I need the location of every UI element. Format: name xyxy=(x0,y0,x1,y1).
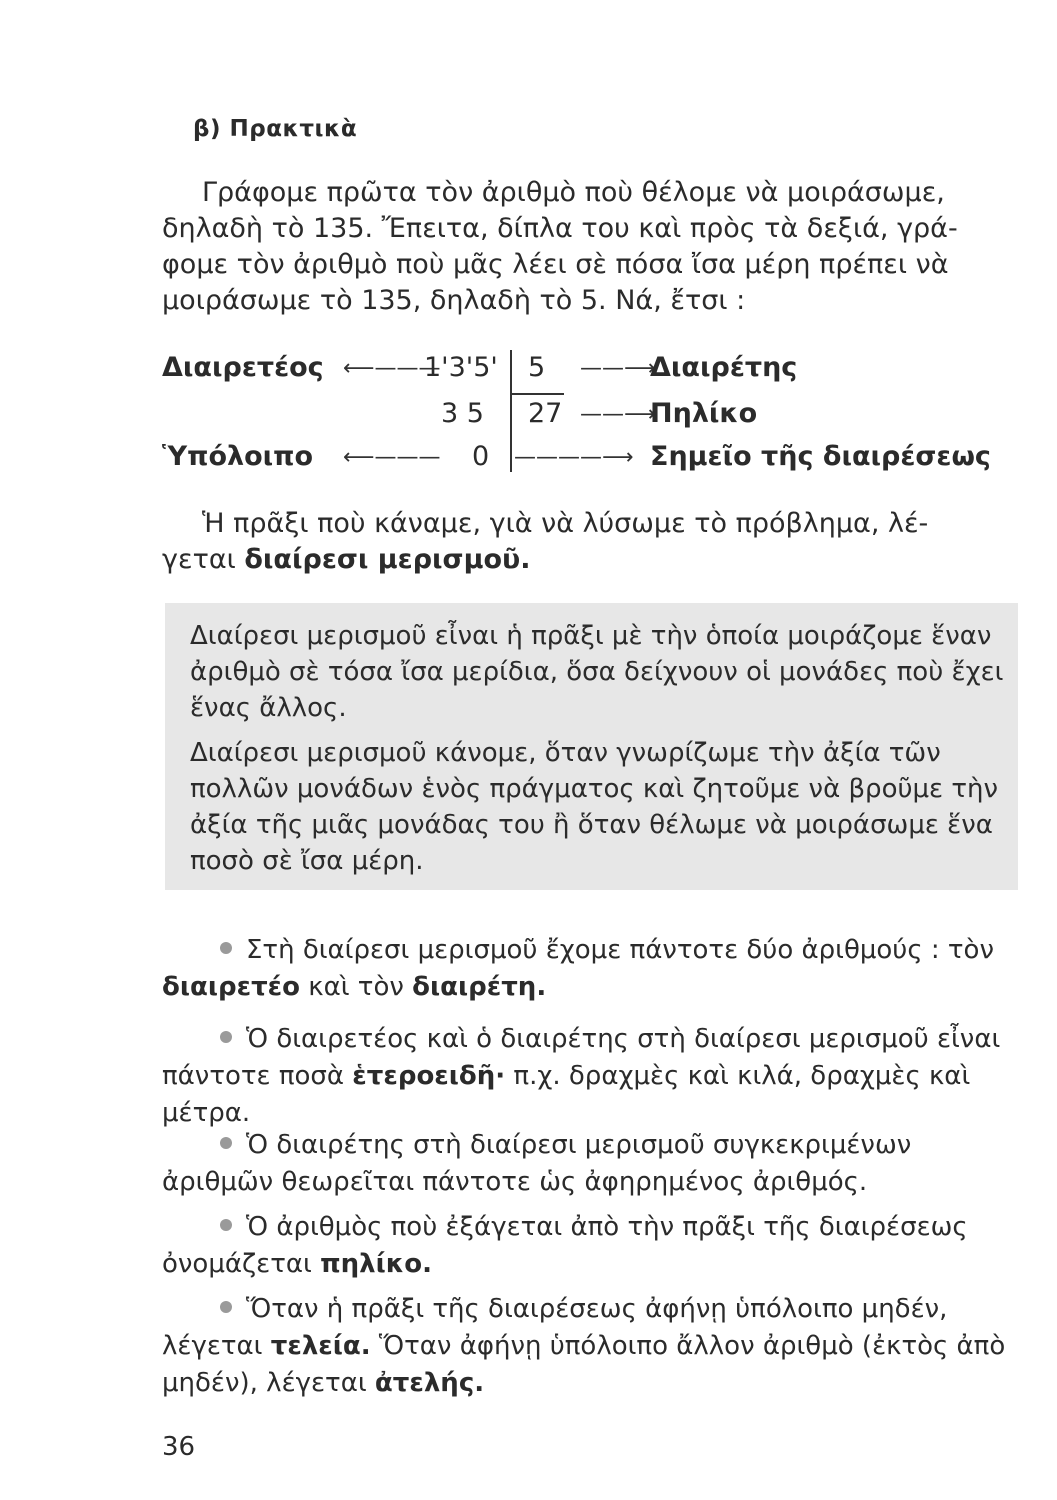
bullet-bold: διαιρετέο xyxy=(162,972,300,1002)
division-horizontal-line xyxy=(512,393,564,395)
bullet-text: Ὁ διαιρετέος καὶ ὁ διαιρέτης στὴ διαίρεσι μερισμοῦ εἶναι πάντοτε ποσὰ xyxy=(162,1024,1001,1091)
bullet-dot-icon xyxy=(220,942,232,954)
intro-line: Γράφομε πρῶτα τὸν ἀριθμὸ ποὺ θέλομε νὰ μοιράσωμε, xyxy=(202,177,945,208)
bullet-bold: ἀτελής. xyxy=(374,1368,485,1398)
bullet-bold: πηλίκο. xyxy=(320,1249,432,1279)
bullet-item xyxy=(162,1127,1022,1201)
bullet-text: Ὅταν ἡ πρᾶξι τῆς διαιρέσεως ἀφήνῃ ὑπόλοιπο μηδέν, λέγεται xyxy=(162,1294,948,1361)
definition-intro xyxy=(162,506,1022,578)
bullet-dot-icon xyxy=(220,1031,232,1043)
bullet-text: Ὅταν ἀφήνῃ ὑπόλοιπο ἄλλον ἀριθμὸ (ἐκτὸς ἀπὸ μηδέν), λέγεται xyxy=(162,1331,1006,1398)
bullet-text: Στὴ διαίρεσι μερισμοῦ ἔχομε πάντοτε δύο ἀριθμούς : τὸν xyxy=(246,935,994,965)
partial-value: 3 5 xyxy=(441,398,484,429)
dividend-label: Διαιρετέος xyxy=(162,352,324,383)
divisor-label: Διαιρέτης xyxy=(650,352,798,383)
section-heading: β) Πρακτικὰ xyxy=(193,116,358,142)
division-sign-label: Σημεῖο τῆς διαιρέσεως xyxy=(650,441,991,472)
remainder-value: 0 xyxy=(472,441,490,472)
bullet-dot-icon xyxy=(220,1137,232,1149)
arrow-left-icon: ⟵——— xyxy=(343,445,441,470)
box-paragraph: Διαίρεσι μερισμοῦ εἶναι ἡ πρᾶξι μὲ τὴν ὁποία μοιράζομε ἕναν ἀριθμὸ σὲ τόσα ἴσα μερίδια, ὅσα δείχνουν οἱ μονάδες ποὺ ἔχει ἕνας ἄλλος. xyxy=(190,621,1004,723)
division-vertical-line xyxy=(510,350,512,472)
dividend-value: 1'3'5' xyxy=(424,352,498,383)
intro-line: φομε τὸν ἀριθμὸ ποὺ μᾶς λέει σὲ πόσα ἴσα μέρη πρέπει νὰ xyxy=(162,249,949,280)
arrow-right-long-icon: ————⟶ xyxy=(514,445,634,470)
arrow-right-icon: ——⟶ xyxy=(580,356,656,381)
bullet-text: καὶ τὸν xyxy=(300,972,413,1002)
bullet-item xyxy=(162,1209,1022,1283)
bullet-item xyxy=(162,1021,1022,1132)
bullet-item xyxy=(162,1291,1022,1402)
bullet-dot-icon xyxy=(220,1219,232,1231)
bullet-item xyxy=(162,932,1022,1006)
quotient-value: 27 xyxy=(528,398,563,429)
bullet-text: Ὁ ἀριθμὸς ποὺ ἐξάγεται ἀπὸ τὴν πρᾶξι τῆς διαιρέσεως ὀνομάζεται xyxy=(162,1212,968,1279)
arrow-right-icon: ——⟶ xyxy=(580,402,656,427)
intro-paragraph xyxy=(162,175,1022,319)
quotient-label: Πηλίκο xyxy=(650,398,758,429)
bullet-bold: τελεία. xyxy=(270,1331,371,1361)
definition-term: διαίρεσι μερισμοῦ. xyxy=(244,544,531,575)
divisor-value: 5 xyxy=(528,352,546,383)
definition-line: γεται xyxy=(162,544,245,575)
page-number: 36 xyxy=(162,1432,196,1462)
bullet-bold: ἑτεροειδῆ· xyxy=(352,1061,506,1091)
bullet-bold: διαιρέτη. xyxy=(412,972,547,1002)
box-paragraph: Διαίρεσι μερισμοῦ κάνομε, ὅταν γνωρίζωμε τὴν ἀξία τῶν πολλῶν μονάδων ἑνὸς πράγματος καὶ ζητοῦμε νὰ βροῦμε τὴν ἀξία τῆς μιᾶς μονάδας του ἢ ὅταν θέλωμε νὰ μοιράσωμε ἕνα ποσὸ σὲ ἴσα μέρη. xyxy=(190,738,999,876)
bullet-dot-icon xyxy=(220,1301,232,1313)
remainder-label: Ὑπόλοιπο xyxy=(162,441,314,472)
intro-line: δηλαδὴ τὸ 135. Ἔπειτα, δίπλα του καὶ πρὸς τὰ δεξιά, γρά- xyxy=(162,213,958,244)
arrow-left-icon: ⟵——— xyxy=(343,356,441,381)
definition-line: Ἡ πρᾶξι ποὺ κάναμε, γιὰ νὰ λύσωμε τὸ πρόβλημα, λέ- xyxy=(202,508,929,539)
bullet-text: π.χ. δραχμὲς καὶ κιλά, δραχμὲς καὶ μέτρα. xyxy=(162,1061,971,1128)
intro-line: μοιράσωμε τὸ 135, δηλαδὴ τὸ 5. Νά, ἔτσι : xyxy=(162,285,746,316)
bullet-text: Ὁ διαιρέτης στὴ διαίρεσι μερισμοῦ συγκεκριμένων ἀριθμῶν θεωρεῖται πάντοτε ὡς ἀφηρημένος ἀριθμός. xyxy=(162,1130,912,1197)
